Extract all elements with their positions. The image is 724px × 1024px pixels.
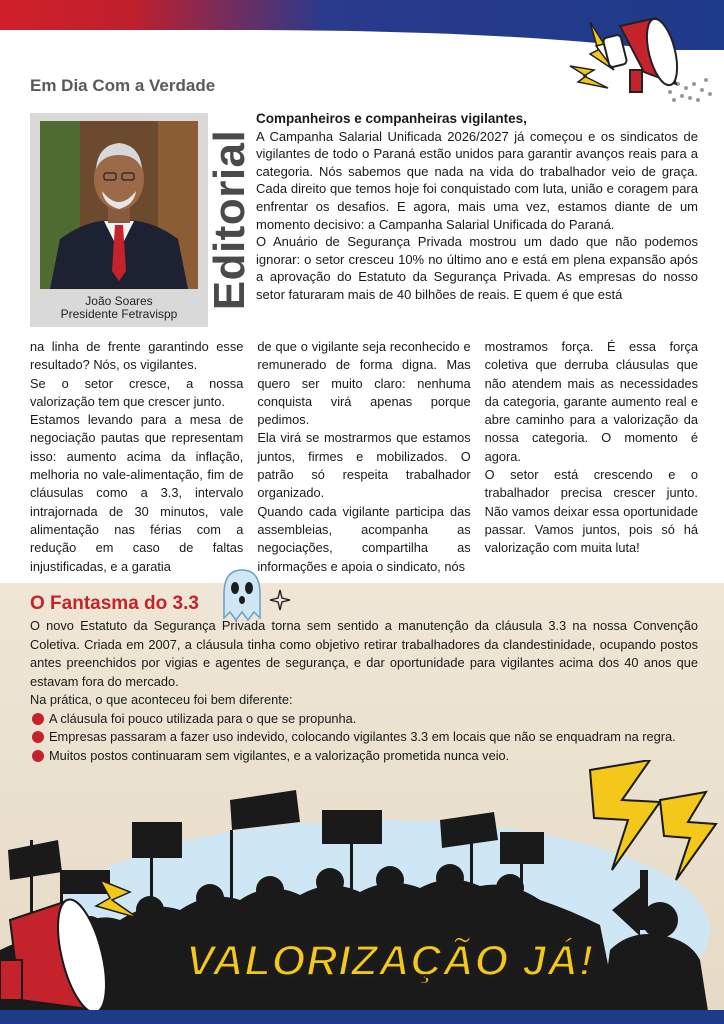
author-role: Presidente Fetravispp bbox=[60, 307, 178, 321]
intro-text bbox=[256, 110, 698, 304]
column-1 bbox=[30, 338, 243, 576]
ghost-section-title: O Fantasma do 3.3 bbox=[30, 593, 199, 614]
paragraph: mostramos força. É essa força coletiva que derruba cláusulas que não atendem mais as necessidades da categoria, garante aumento real e abre caminho para a valorização da nossa categoria. O momento é agora. bbox=[484, 339, 698, 464]
megaphone-icon bbox=[560, 14, 720, 110]
paragraph: Se o setor cresce, a nossa valorização tem que crescer junto. bbox=[30, 375, 244, 409]
paragraph: Ela virá se mostrarmos que estamos juntos, firmes e mobilizados. O patrão só respeita trabalhador organizado. bbox=[257, 430, 471, 501]
bullet-dot-icon bbox=[32, 731, 44, 743]
bullet-dot-icon bbox=[32, 713, 44, 725]
column-2 bbox=[257, 338, 470, 576]
ghost-section-body bbox=[30, 617, 698, 765]
column-3 bbox=[485, 338, 698, 576]
bullet-item: Empresas passaram a fazer uso indevido, colocando vigilantes 3.3 em locais que não se enquadram na regra. bbox=[30, 728, 698, 747]
intro-paragraph: A Campanha Salarial Unificada 2026/2027 já começou e os sindicatos de vigilantes de todo o Paraná estão unidos para garantir avanços reais para a categoria. Nós sabemos que nada na vida do trabalhador veio de graça. Cada direito que temos hoje foi conquistado com luta, união e coragem para enfrentar os desafios. E agora, mais uma vez, estamos diante de um momento decisivo: a Campanha Salarial Unificada do Paraná. bbox=[256, 128, 698, 232]
paragraph: Estamos levando para a mesa de negociação pautas que representam isso: aumento acima da inflação, melhoria no vale-alimentação, fim de cláusulas como a 3.3, intervalo intrajornada de 30 minutos, vale alimentação nas férias com a redução em caso de faltas injustificadas, e a garatia bbox=[30, 412, 244, 574]
paragraph: O novo Estatuto da Segurança Privada torna sem sentido a manutenção da cláusula 3.3 na nossa Convenção Coletiva. Criada em 2007, a cláusula tinha como objetivo retirar trabalhadores da clandestinidade, ocupando postos antes preenchidos por vigias e agentes de segurança, e dar oportunidade para vigilantes acima dos 40 anos que estavam fora do mercado. bbox=[30, 618, 698, 689]
intro-paragraph: O Anuário de Segurança Privada mostrou um dado que não podemos ignorar: o setor cresceu 10% no último ano e está em plena expansão após a aprovação do Estatuto da Segurança Privada. As empresas do nosso setor faturaram mais de 40 bilhões de reais. E quem é que está bbox=[256, 234, 698, 302]
author-card bbox=[30, 113, 208, 327]
ghost-icon bbox=[218, 566, 266, 624]
bullet-item: A cláusula foi pouco utilizada para o que se propunha. bbox=[30, 710, 698, 729]
paragraph: Quando cada vigilante participa das assembleias, acompanha as negociações, compartilha as informações e apoia o sindicato, nós bbox=[257, 503, 471, 574]
paragraph: O setor está crescendo e o trabalhador precisa crescer junto. Não vamos deixar essa oportunidade passar. Vamos juntos, pois só há valorização com muita luta! bbox=[484, 467, 698, 556]
paragraph: Na prática, o que aconteceu foi bem diferente: bbox=[30, 692, 293, 707]
spark-icon bbox=[268, 588, 292, 612]
author-name: João Soares bbox=[85, 294, 153, 308]
author-photo bbox=[40, 121, 198, 289]
author-caption bbox=[30, 295, 208, 321]
paragraph: de que o vigilante seja reconhecido e remunerado de forma digna. Mas quero ser muito claro: nenhuma conquista virá apenas porque pedimos. bbox=[257, 339, 471, 428]
editorial-label: Editorial bbox=[205, 129, 254, 311]
slogan: VALORIZAÇÃO JÁ! bbox=[186, 937, 595, 985]
section-title: Em Dia Com a Verdade bbox=[30, 76, 216, 95]
body-columns bbox=[30, 338, 698, 576]
bullet-item: Muitos postos continuaram sem vigilantes, e a valorização prometida nunca veio. bbox=[30, 747, 698, 766]
paragraph: na linha de frente garantindo esse resultado? Nós, os vigilantes. bbox=[30, 339, 244, 373]
salutation: Companheiros e companheiras vigilantes, bbox=[256, 111, 527, 126]
